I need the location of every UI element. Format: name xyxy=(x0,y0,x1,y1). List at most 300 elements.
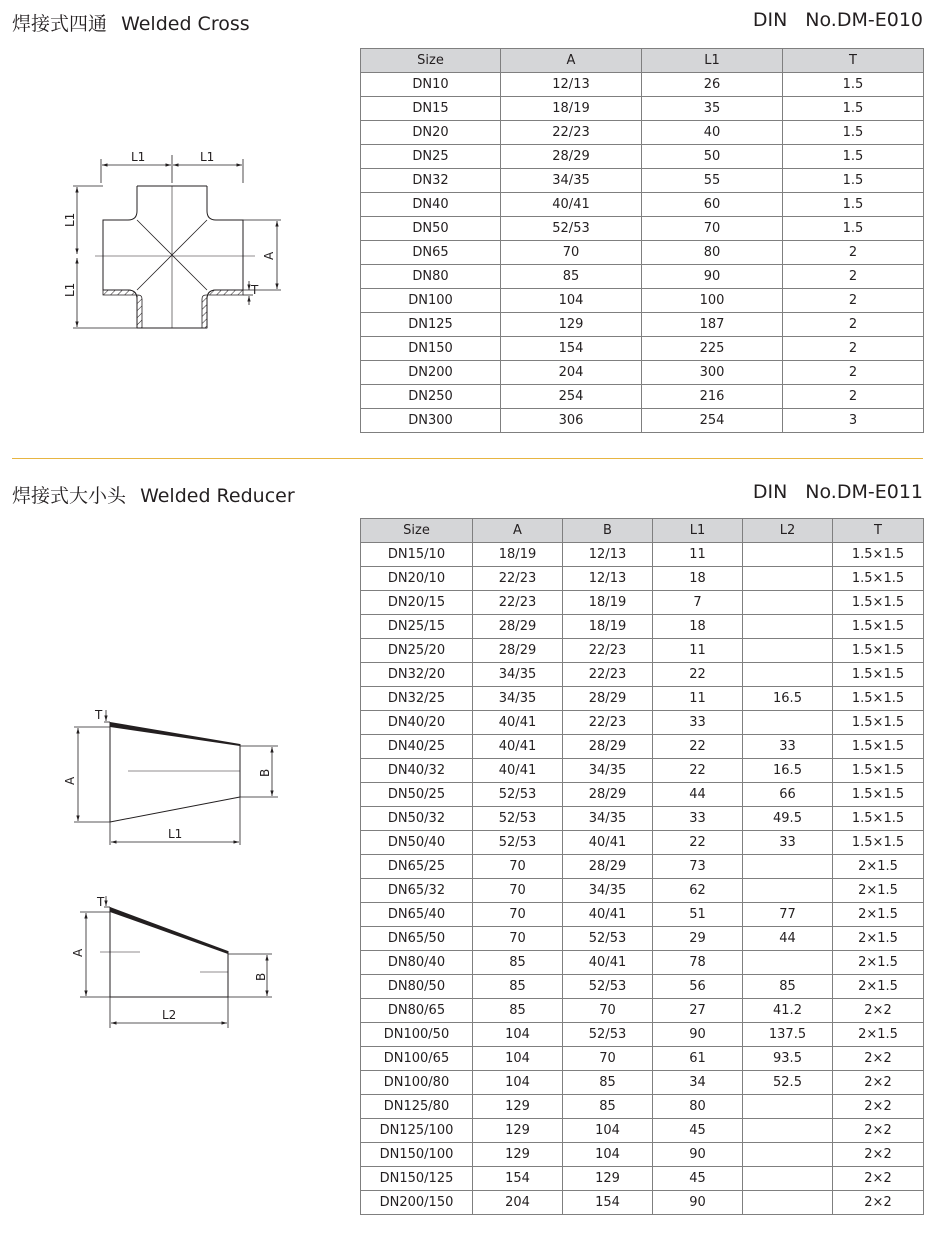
table-cell: 2 xyxy=(783,313,924,337)
table-cell: 2×2 xyxy=(833,1047,924,1071)
table-cell: 70 xyxy=(563,1047,653,1071)
table-cell: DN32/20 xyxy=(361,663,473,687)
table-row xyxy=(361,663,924,687)
table-cell: 18/19 xyxy=(563,591,653,615)
table-cell: 73 xyxy=(653,855,743,879)
table-cell: 45 xyxy=(653,1119,743,1143)
table-cell: 29 xyxy=(653,927,743,951)
table-cell: DN50/32 xyxy=(361,807,473,831)
table-cell: 2 xyxy=(783,337,924,361)
table-cell: 18/19 xyxy=(473,543,563,567)
table-cell: 40/41 xyxy=(473,711,563,735)
table-cell: 34/35 xyxy=(473,663,563,687)
table-cell: 52/53 xyxy=(563,1023,653,1047)
table-row xyxy=(361,1023,924,1047)
table-cell: 2×2 xyxy=(833,1167,924,1191)
table-row xyxy=(361,145,924,169)
cross-spec-table xyxy=(360,48,924,433)
welded-cross-drawing xyxy=(55,145,290,335)
table-cell: DN20 xyxy=(361,121,501,145)
table-cell: 22/23 xyxy=(563,639,653,663)
table-cell: 1.5×1.5 xyxy=(833,831,924,855)
table-row xyxy=(361,409,924,433)
table-cell xyxy=(743,567,833,591)
table-cell: 28/29 xyxy=(563,855,653,879)
table-cell xyxy=(743,1143,833,1167)
table-row xyxy=(361,289,924,313)
table-row xyxy=(361,169,924,193)
table-cell: 154 xyxy=(501,337,642,361)
cross-title-en: Welded Cross xyxy=(121,13,250,35)
table-cell: 2×2 xyxy=(833,999,924,1023)
table-cell: 1.5×1.5 xyxy=(833,567,924,591)
table-cell: 22/23 xyxy=(563,711,653,735)
table-cell: DN65/25 xyxy=(361,855,473,879)
table-cell: 187 xyxy=(642,313,783,337)
table-cell: 70 xyxy=(473,927,563,951)
table-cell: 2×2 xyxy=(833,1191,924,1215)
table-cell: 2×2 xyxy=(833,1095,924,1119)
reducer2-dim-l2: L2 xyxy=(162,1008,177,1022)
cross-title-cn: 焊接式四通 xyxy=(12,13,108,35)
table-cell: 22 xyxy=(653,759,743,783)
table-cell xyxy=(743,1095,833,1119)
table-cell: 90 xyxy=(642,265,783,289)
table-cell: 1.5×1.5 xyxy=(833,663,924,687)
table-cell: 33 xyxy=(653,807,743,831)
table-cell: 1.5×1.5 xyxy=(833,543,924,567)
table-cell: 11 xyxy=(653,543,743,567)
table-cell: 55 xyxy=(642,169,783,193)
table-cell: 1.5 xyxy=(783,121,924,145)
table-row xyxy=(361,265,924,289)
table-cell xyxy=(743,543,833,567)
table-cell: 22 xyxy=(653,735,743,759)
table-cell: DN40/32 xyxy=(361,759,473,783)
cross-standard: DIN xyxy=(752,9,788,31)
table-cell: 2×1.5 xyxy=(833,927,924,951)
reducer-code xyxy=(753,481,923,503)
table-cell: 2×1.5 xyxy=(833,879,924,903)
table-row xyxy=(361,361,924,385)
table-cell: 18 xyxy=(653,615,743,639)
table-cell: 90 xyxy=(653,1143,743,1167)
table-cell: DN100/80 xyxy=(361,1071,473,1095)
table-cell: 254 xyxy=(642,409,783,433)
table-row xyxy=(361,879,924,903)
table-cell: 78 xyxy=(653,951,743,975)
table-cell xyxy=(743,711,833,735)
table-cell: 204 xyxy=(473,1191,563,1215)
table-cell: DN125/100 xyxy=(361,1119,473,1143)
table-cell: 85 xyxy=(473,975,563,999)
cross-dim-l1-left-lower: L1 xyxy=(63,282,77,297)
table-cell: 129 xyxy=(473,1119,563,1143)
table-cell: 1.5×1.5 xyxy=(833,615,924,639)
table-cell: DN125 xyxy=(361,313,501,337)
table-cell: 129 xyxy=(501,313,642,337)
table-cell: DN200/150 xyxy=(361,1191,473,1215)
reducer1-dim-a: A xyxy=(63,776,77,785)
reducer-code-number: No.DM-E011 xyxy=(805,481,923,503)
table-cell: 85 xyxy=(473,951,563,975)
table-row xyxy=(361,1191,924,1215)
table-cell: 52/53 xyxy=(501,217,642,241)
table-cell: 129 xyxy=(473,1095,563,1119)
table-cell: 33 xyxy=(743,735,833,759)
table-cell: 34/35 xyxy=(563,807,653,831)
table-row xyxy=(361,831,924,855)
table-cell: 204 xyxy=(501,361,642,385)
table-cell: 1.5 xyxy=(783,73,924,97)
table-cell: 33 xyxy=(743,831,833,855)
table-cell: DN50 xyxy=(361,217,501,241)
table-cell: DN125/80 xyxy=(361,1095,473,1119)
column-header: T xyxy=(783,49,924,73)
table-cell: 7 xyxy=(653,591,743,615)
table-cell: 22 xyxy=(653,831,743,855)
table-cell: 34/35 xyxy=(473,687,563,711)
table-cell: 137.5 xyxy=(743,1023,833,1047)
table-cell: DN32 xyxy=(361,169,501,193)
table-cell: 50 xyxy=(642,145,783,169)
table-cell xyxy=(743,1119,833,1143)
column-header: T xyxy=(833,519,924,543)
cross-dim-a: A xyxy=(262,251,276,260)
table-cell: 1.5×1.5 xyxy=(833,687,924,711)
table-row xyxy=(361,807,924,831)
table-cell: 40/41 xyxy=(473,735,563,759)
table-header-row xyxy=(361,519,924,543)
table-cell: 2 xyxy=(783,385,924,409)
table-cell: 22 xyxy=(653,663,743,687)
table-cell xyxy=(743,879,833,903)
table-row xyxy=(361,759,924,783)
table-cell: 70 xyxy=(501,241,642,265)
table-cell: DN300 xyxy=(361,409,501,433)
column-header: Size xyxy=(361,519,473,543)
table-row xyxy=(361,73,924,97)
table-cell: 104 xyxy=(473,1071,563,1095)
table-cell: 104 xyxy=(473,1047,563,1071)
reducer2-dim-b: B xyxy=(254,972,268,981)
table-cell: 2 xyxy=(783,289,924,313)
table-cell: 216 xyxy=(642,385,783,409)
table-row xyxy=(361,735,924,759)
table-cell: 77 xyxy=(743,903,833,927)
table-cell: 1.5 xyxy=(783,193,924,217)
table-cell: DN20/10 xyxy=(361,567,473,591)
table-cell: 85 xyxy=(563,1095,653,1119)
table-cell: 85 xyxy=(473,999,563,1023)
table-cell: 34/35 xyxy=(563,879,653,903)
table-cell: 27 xyxy=(653,999,743,1023)
table-cell: 2×2 xyxy=(833,1143,924,1167)
reducer-title-cn: 焊接式大小头 xyxy=(12,485,127,507)
table-cell: 154 xyxy=(563,1191,653,1215)
table-cell: 40/41 xyxy=(563,831,653,855)
column-header: A xyxy=(473,519,563,543)
cross-dim-l1-left-upper: L1 xyxy=(63,212,77,227)
table-cell: DN80/65 xyxy=(361,999,473,1023)
cross-dim-l1-top-right: L1 xyxy=(200,150,215,164)
reducer1-dim-t: T xyxy=(95,708,103,722)
table-cell: 61 xyxy=(653,1047,743,1071)
table-cell: 40 xyxy=(642,121,783,145)
table-cell: 129 xyxy=(563,1167,653,1191)
table-cell: 1.5×1.5 xyxy=(833,591,924,615)
reducer-title xyxy=(12,481,295,508)
table-cell: 51 xyxy=(653,903,743,927)
table-cell: 44 xyxy=(653,783,743,807)
table-cell: 154 xyxy=(473,1167,563,1191)
table-cell: 12/13 xyxy=(501,73,642,97)
column-header: L1 xyxy=(653,519,743,543)
table-cell: 18/19 xyxy=(563,615,653,639)
table-cell: 22/23 xyxy=(473,567,563,591)
table-cell xyxy=(743,615,833,639)
table-cell: 70 xyxy=(563,999,653,1023)
table-row xyxy=(361,783,924,807)
table-header-row xyxy=(361,49,924,73)
table-cell: 80 xyxy=(653,1095,743,1119)
table-cell: 1.5×1.5 xyxy=(833,759,924,783)
table-cell: 2×1.5 xyxy=(833,951,924,975)
table-cell: 2 xyxy=(783,265,924,289)
table-row xyxy=(361,591,924,615)
table-cell: 56 xyxy=(653,975,743,999)
table-cell: 93.5 xyxy=(743,1047,833,1071)
table-cell: DN100 xyxy=(361,289,501,313)
table-row xyxy=(361,711,924,735)
table-cell: DN50/25 xyxy=(361,783,473,807)
table-row xyxy=(361,927,924,951)
table-cell: DN100/65 xyxy=(361,1047,473,1071)
reducer-spec-table xyxy=(360,518,924,1215)
table-row xyxy=(361,313,924,337)
table-cell: DN65/50 xyxy=(361,927,473,951)
table-cell: DN80/40 xyxy=(361,951,473,975)
table-row xyxy=(361,543,924,567)
table-cell: 28/29 xyxy=(563,735,653,759)
table-cell: 52/53 xyxy=(563,927,653,951)
table-cell: 100 xyxy=(642,289,783,313)
table-cell: 66 xyxy=(743,783,833,807)
table-cell: DN100/50 xyxy=(361,1023,473,1047)
reducer-standard: DIN xyxy=(752,481,788,503)
table-cell: 2×1.5 xyxy=(833,1023,924,1047)
table-cell: 2×2 xyxy=(833,1071,924,1095)
table-cell: 1.5×1.5 xyxy=(833,711,924,735)
table-cell: 52/53 xyxy=(473,807,563,831)
table-cell: 60 xyxy=(642,193,783,217)
table-cell: 1.5×1.5 xyxy=(833,735,924,759)
table-cell xyxy=(743,1191,833,1215)
section-divider xyxy=(12,458,923,459)
table-cell: DN40/20 xyxy=(361,711,473,735)
table-cell: 26 xyxy=(642,73,783,97)
table-row xyxy=(361,639,924,663)
table-cell: 28/29 xyxy=(473,615,563,639)
table-cell: 52/53 xyxy=(473,783,563,807)
table-cell: 40/41 xyxy=(501,193,642,217)
table-cell: 85 xyxy=(743,975,833,999)
cross-code-number: No.DM-E010 xyxy=(805,9,923,31)
table-cell: 104 xyxy=(563,1119,653,1143)
table-cell: 1.5 xyxy=(783,97,924,121)
table-cell: 11 xyxy=(653,639,743,663)
table-cell: 70 xyxy=(473,855,563,879)
table-cell: DN150/125 xyxy=(361,1167,473,1191)
table-cell: 34/35 xyxy=(501,169,642,193)
table-row xyxy=(361,567,924,591)
table-cell: 12/13 xyxy=(563,543,653,567)
table-cell: DN40/25 xyxy=(361,735,473,759)
table-cell: 1.5×1.5 xyxy=(833,783,924,807)
cross-title xyxy=(12,9,250,36)
table-cell: 41.2 xyxy=(743,999,833,1023)
cross-code xyxy=(753,9,923,31)
table-cell: DN65/32 xyxy=(361,879,473,903)
table-cell: 104 xyxy=(563,1143,653,1167)
column-header: Size xyxy=(361,49,501,73)
table-cell: 2×1.5 xyxy=(833,975,924,999)
reducer1-dim-l1: L1 xyxy=(168,827,183,841)
table-cell xyxy=(743,639,833,663)
table-cell: 18/19 xyxy=(501,97,642,121)
table-row xyxy=(361,687,924,711)
table-cell: 70 xyxy=(473,903,563,927)
table-row xyxy=(361,951,924,975)
table-cell: 52/53 xyxy=(563,975,653,999)
table-row xyxy=(361,1071,924,1095)
table-row xyxy=(361,1047,924,1071)
table-cell: 45 xyxy=(653,1167,743,1191)
table-cell: 40/41 xyxy=(473,759,563,783)
table-cell: DN80/50 xyxy=(361,975,473,999)
table-row xyxy=(361,337,924,361)
table-cell: 52.5 xyxy=(743,1071,833,1095)
table-cell: DN15/10 xyxy=(361,543,473,567)
table-cell xyxy=(743,951,833,975)
reducer2-dim-t: T xyxy=(97,895,105,909)
table-cell: 2 xyxy=(783,361,924,385)
table-cell: DN200 xyxy=(361,361,501,385)
table-cell: 28/29 xyxy=(501,145,642,169)
table-cell: 1.5 xyxy=(783,217,924,241)
table-cell: 70 xyxy=(642,217,783,241)
table-cell: 40/41 xyxy=(563,951,653,975)
table-cell: DN65 xyxy=(361,241,501,265)
table-cell: 28/29 xyxy=(473,639,563,663)
table-row xyxy=(361,217,924,241)
table-cell: DN150/100 xyxy=(361,1143,473,1167)
table-cell: 3 xyxy=(783,409,924,433)
table-row xyxy=(361,1167,924,1191)
table-cell: DN65/40 xyxy=(361,903,473,927)
table-cell: 90 xyxy=(653,1191,743,1215)
table-cell: 104 xyxy=(473,1023,563,1047)
cross-dim-l1-top-left: L1 xyxy=(131,150,146,164)
table-cell: 254 xyxy=(501,385,642,409)
table-cell: DN32/25 xyxy=(361,687,473,711)
table-cell: 28/29 xyxy=(563,687,653,711)
table-cell: 34/35 xyxy=(563,759,653,783)
table-cell: 2 xyxy=(783,241,924,265)
table-cell: 22/23 xyxy=(501,121,642,145)
table-cell: 2×1.5 xyxy=(833,903,924,927)
table-cell: 22/23 xyxy=(563,663,653,687)
table-row xyxy=(361,121,924,145)
column-header: A xyxy=(501,49,642,73)
table-cell: 62 xyxy=(653,879,743,903)
table-cell: 18 xyxy=(653,567,743,591)
table-cell: 35 xyxy=(642,97,783,121)
table-cell: 2×2 xyxy=(833,1119,924,1143)
table-cell: DN25/20 xyxy=(361,639,473,663)
column-header: B xyxy=(563,519,653,543)
eccentric-reducer-drawing xyxy=(60,890,285,1030)
table-row xyxy=(361,1143,924,1167)
table-cell: 16.5 xyxy=(743,759,833,783)
table-cell: DN25/15 xyxy=(361,615,473,639)
table-cell: 104 xyxy=(501,289,642,313)
table-row xyxy=(361,1095,924,1119)
concentric-reducer-drawing xyxy=(60,705,285,850)
table-cell: 16.5 xyxy=(743,687,833,711)
table-cell: 28/29 xyxy=(563,783,653,807)
table-row xyxy=(361,855,924,879)
table-row xyxy=(361,97,924,121)
table-cell: 22/23 xyxy=(473,591,563,615)
table-cell: 2×1.5 xyxy=(833,855,924,879)
table-cell: 85 xyxy=(501,265,642,289)
table-row xyxy=(361,241,924,265)
table-cell: DN150 xyxy=(361,337,501,361)
table-cell: DN250 xyxy=(361,385,501,409)
table-cell: 34 xyxy=(653,1071,743,1095)
table-cell: DN80 xyxy=(361,265,501,289)
table-cell: DN50/40 xyxy=(361,831,473,855)
table-cell: 1.5×1.5 xyxy=(833,639,924,663)
table-cell: 1.5 xyxy=(783,145,924,169)
reducer-title-en: Welded Reducer xyxy=(140,485,295,507)
cross-dim-t: T xyxy=(251,283,259,297)
table-row xyxy=(361,1119,924,1143)
table-row xyxy=(361,385,924,409)
table-cell: 12/13 xyxy=(563,567,653,591)
reducer1-dim-b: B xyxy=(258,768,272,777)
table-cell: 11 xyxy=(653,687,743,711)
table-cell: 44 xyxy=(743,927,833,951)
table-row xyxy=(361,193,924,217)
table-cell xyxy=(743,663,833,687)
table-cell: 52/53 xyxy=(473,831,563,855)
table-cell: DN25 xyxy=(361,145,501,169)
table-cell: DN15 xyxy=(361,97,501,121)
table-cell: 1.5×1.5 xyxy=(833,807,924,831)
column-header: L1 xyxy=(642,49,783,73)
table-cell: 306 xyxy=(501,409,642,433)
table-cell: 40/41 xyxy=(563,903,653,927)
table-cell: 225 xyxy=(642,337,783,361)
table-row xyxy=(361,975,924,999)
table-cell: 70 xyxy=(473,879,563,903)
table-cell xyxy=(743,855,833,879)
table-cell xyxy=(743,1167,833,1191)
table-cell xyxy=(743,591,833,615)
table-cell: 49.5 xyxy=(743,807,833,831)
